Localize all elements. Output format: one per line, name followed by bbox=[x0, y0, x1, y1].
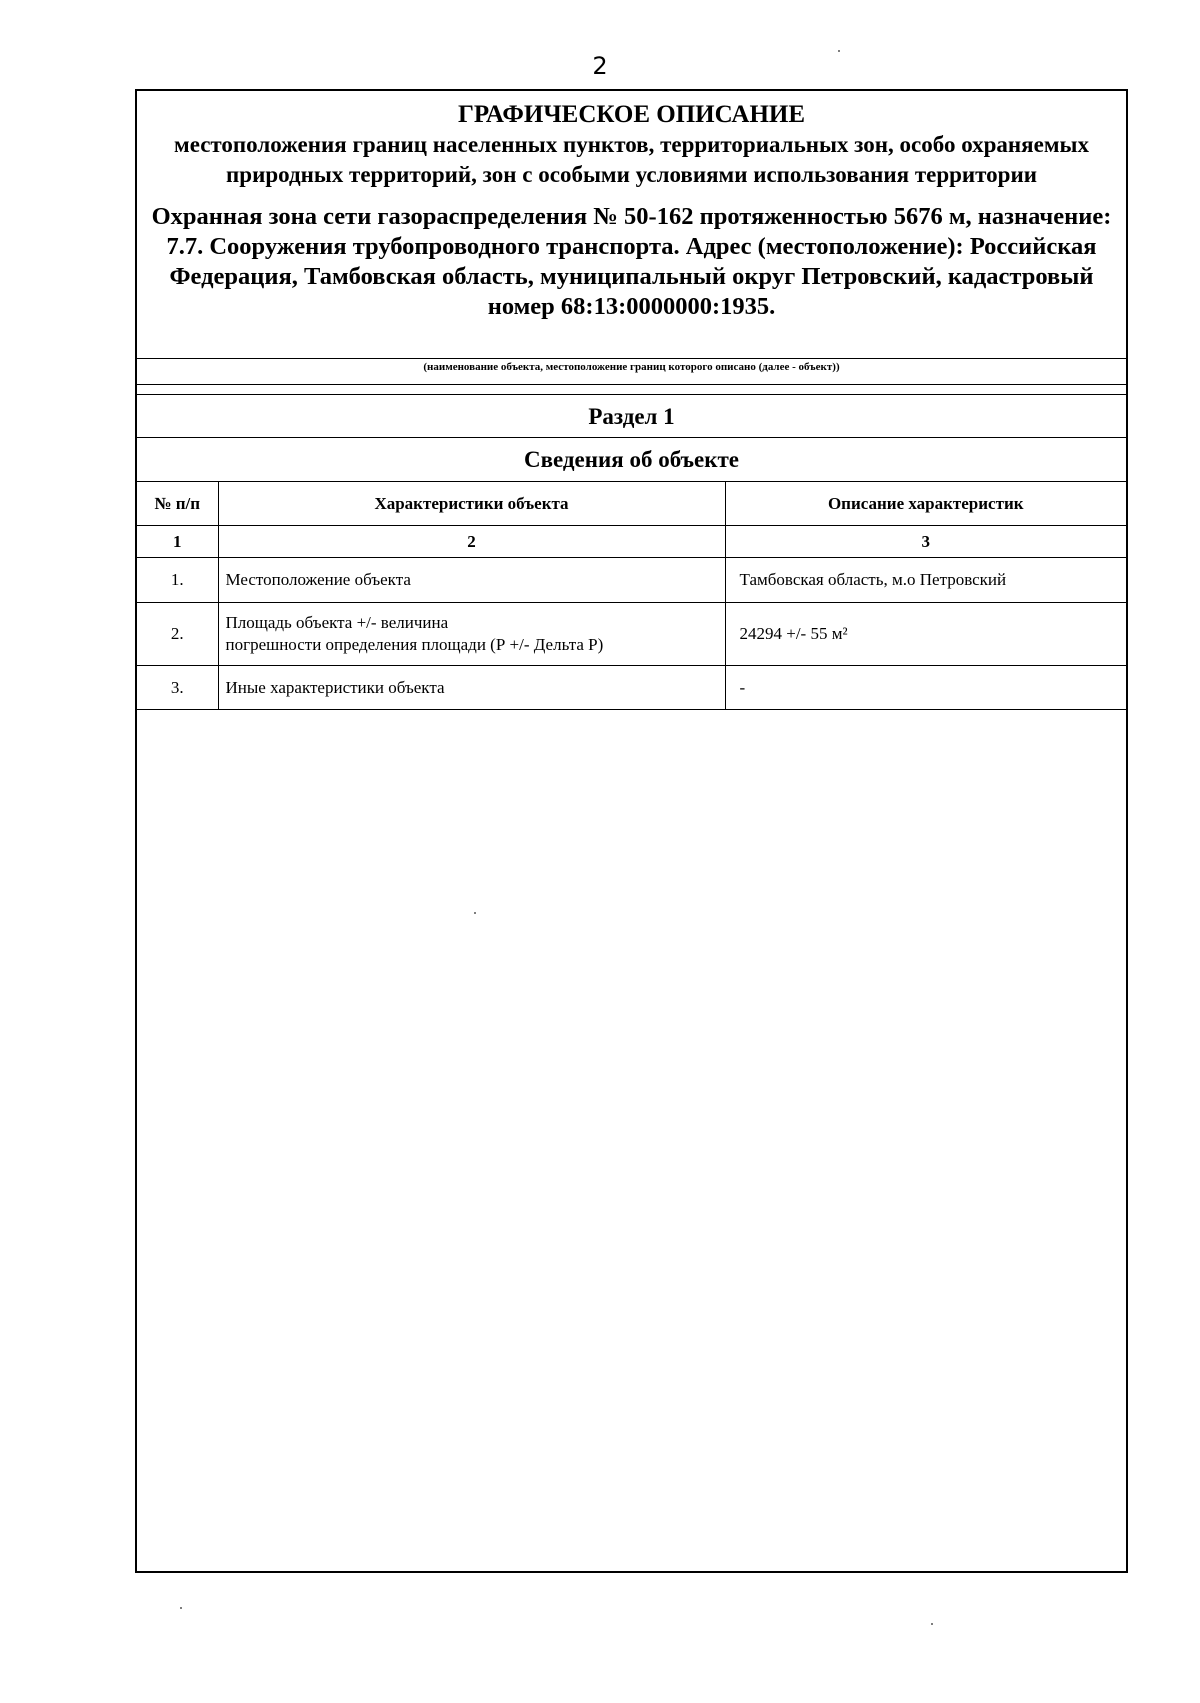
index-cell: 2 bbox=[218, 526, 725, 558]
scan-speck bbox=[180, 1607, 182, 1609]
row-characteristic: Иные характеристики объекта bbox=[218, 666, 725, 710]
row-number: 2. bbox=[137, 603, 218, 666]
scan-speck bbox=[474, 912, 476, 914]
page-number: 2 bbox=[592, 52, 608, 80]
column-header-number: № п/п bbox=[137, 482, 218, 526]
column-header-description: Описание характеристик bbox=[725, 482, 1126, 526]
row-characteristic-line: погрешности определения площади (Р +/- Дельта Р) bbox=[225, 635, 604, 654]
column-header-characteristic: Характеристики объекта bbox=[218, 482, 725, 526]
row-characteristic: Местоположение объекта bbox=[218, 558, 725, 603]
scan-speck bbox=[838, 50, 840, 52]
document-frame bbox=[135, 89, 1128, 1573]
table-index-row bbox=[137, 526, 1126, 558]
table-row bbox=[137, 558, 1126, 603]
scan-speck bbox=[931, 1623, 933, 1625]
object-caption: (наименование объекта, местоположение границ которого описано (далее - объект)) bbox=[137, 359, 1126, 385]
object-info-table bbox=[137, 482, 1126, 710]
document-subtitle: местоположения границ населенных пунктов, территориальных зон, особо охраняемых природных территорий, зон с особыми условиями использования территории bbox=[174, 132, 1089, 187]
row-characteristic bbox=[218, 603, 725, 666]
row-number: 3. bbox=[137, 666, 218, 710]
section-subtitle: Сведения об объекте bbox=[137, 438, 1126, 482]
index-cell: 3 bbox=[725, 526, 1126, 558]
row-description: - bbox=[725, 666, 1126, 710]
index-cell: 1 bbox=[137, 526, 218, 558]
spacer-row bbox=[137, 385, 1126, 395]
section-title: Раздел 1 bbox=[137, 395, 1126, 438]
row-description: Тамбовская область, м.о Петровский bbox=[725, 558, 1126, 603]
row-characteristic-line: Площадь объекта +/- величина bbox=[225, 613, 449, 632]
table-row bbox=[137, 666, 1126, 710]
table-row bbox=[137, 603, 1126, 666]
document-title: ГРАФИЧЕСКОЕ ОПИСАНИЕ bbox=[457, 101, 806, 128]
document-header bbox=[137, 91, 1126, 359]
row-number: 1. bbox=[137, 558, 218, 603]
row-description: 24294 +/- 55 м² bbox=[725, 603, 1126, 666]
object-description: Охранная зона сети газораспределения № 50-162 протяженностью 5676 м, назначение: 7.7. Сооружения трубопроводного транспорта. Адрес (местоположение): Российская Федерация, Тамбовская область, муниципальный округ Петровский, кадастровый номер 68:13:0000000:1935. bbox=[151, 203, 1112, 320]
table-header-row bbox=[137, 482, 1126, 526]
